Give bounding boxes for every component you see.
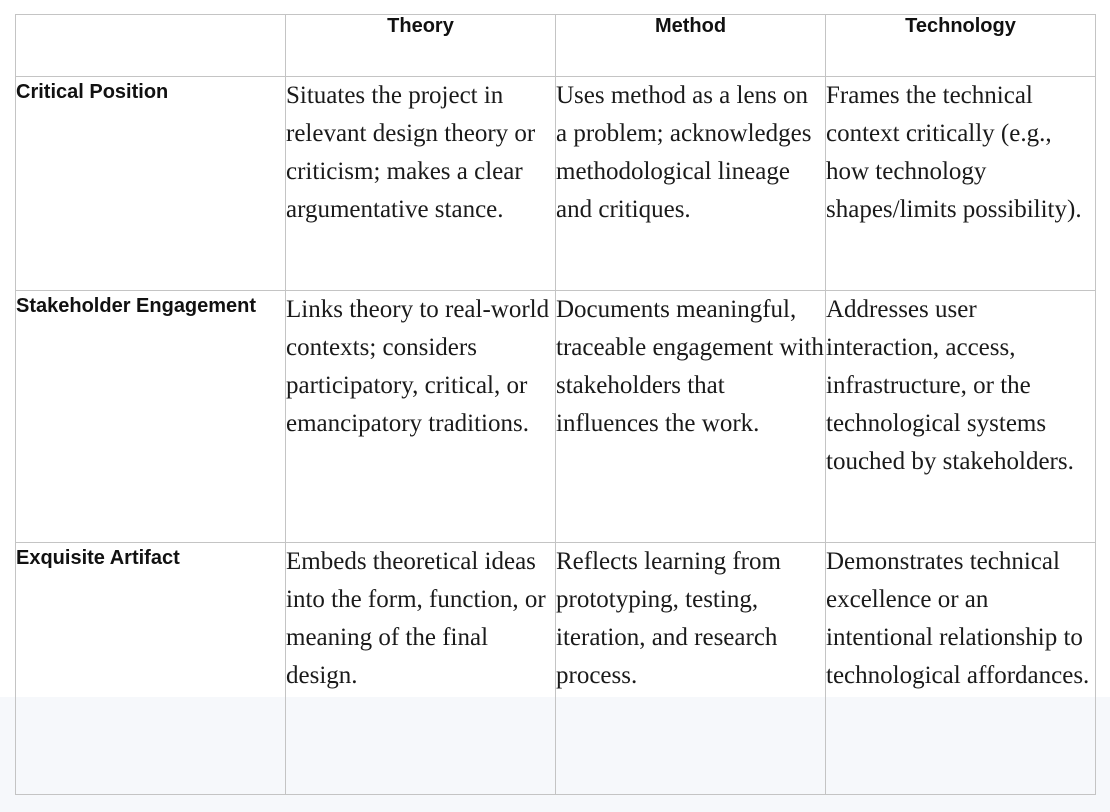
column-header-method: Method (556, 15, 826, 77)
cell-stakeholder-engagement-method: Documents meaningful, traceable engagement with stakeholders that influences the work. (556, 291, 826, 543)
column-header-technology: Technology (826, 15, 1096, 77)
row-header-critical-position: Critical Position (16, 77, 286, 291)
corner-header-cell (16, 15, 286, 77)
cell-critical-position-method: Uses method as a lens on a problem; acknowledges methodological lineage and critiques. (556, 77, 826, 291)
cell-exquisite-artifact-theory: Embeds theoretical ideas into the form, function, or meaning of the final design. (286, 543, 556, 795)
rubric-table (15, 14, 1096, 795)
cell-exquisite-artifact-technology: Demonstrates technical excellence or an intentional relationship to technological affordances. (826, 543, 1096, 795)
row-header-stakeholder-engagement: Stakeholder Engagement (16, 291, 286, 543)
table-row-critical-position (16, 77, 1096, 291)
column-header-theory: Theory (286, 15, 556, 77)
table-row-exquisite-artifact (16, 543, 1096, 795)
cell-stakeholder-engagement-technology: Addresses user interaction, access, infrastructure, or the technological systems touched by stakeholders. (826, 291, 1096, 543)
cell-stakeholder-engagement-theory: Links theory to real-world contexts; considers participatory, critical, or emancipatory traditions. (286, 291, 556, 543)
table-row-stakeholder-engagement (16, 291, 1096, 543)
cell-exquisite-artifact-method: Reflects learning from prototyping, testing, iteration, and research process. (556, 543, 826, 795)
row-header-exquisite-artifact: Exquisite Artifact (16, 543, 286, 795)
cell-critical-position-theory: Situates the project in relevant design theory or criticism; makes a clear argumentative stance. (286, 77, 556, 291)
table-header-row (16, 15, 1096, 77)
cell-critical-position-technology: Frames the technical context critically (e.g., how technology shapes/limits possibility). (826, 77, 1096, 291)
